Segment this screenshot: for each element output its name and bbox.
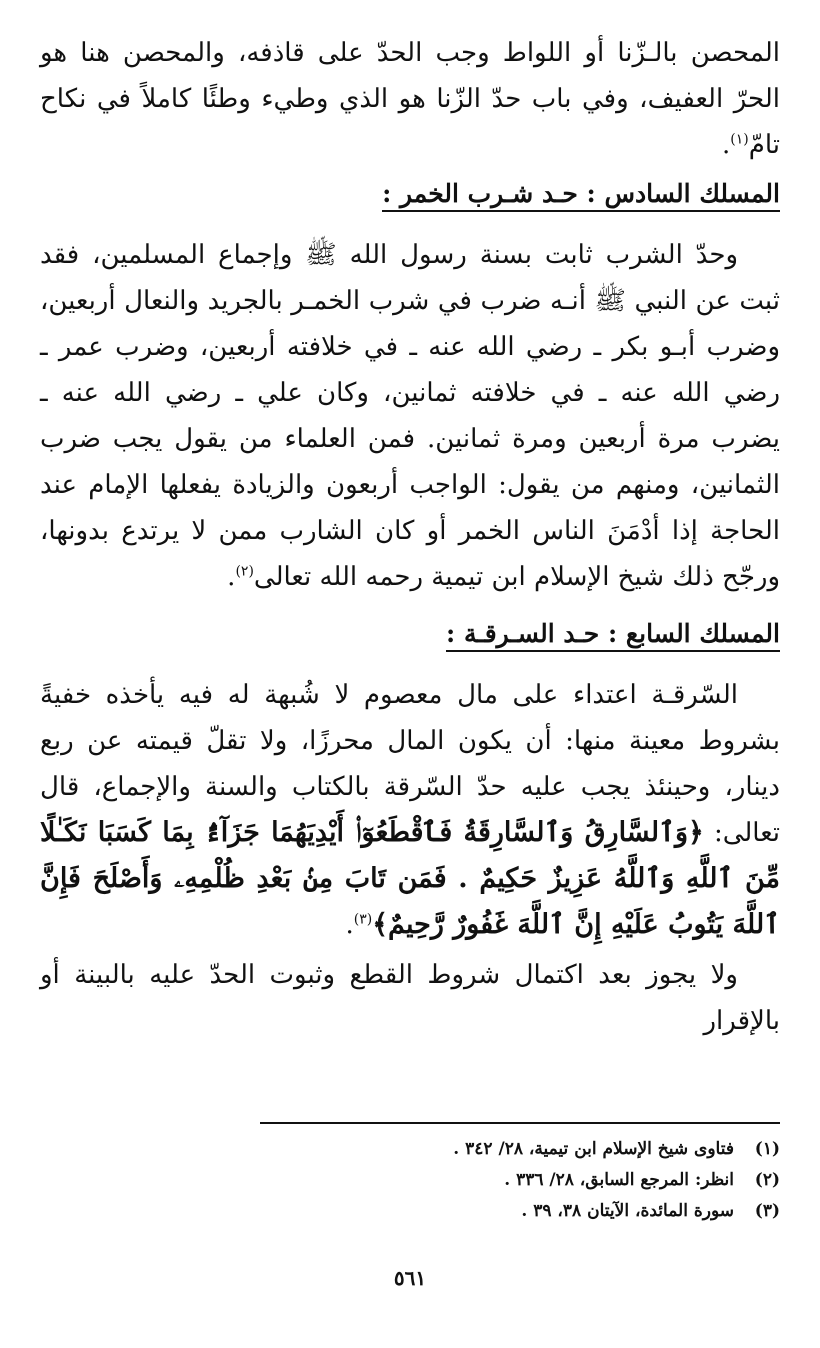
paragraph-2	[40, 232, 780, 600]
footnote-2-number: (٢)	[754, 1170, 780, 1190]
footnote-1	[40, 1134, 780, 1165]
section-heading-7	[40, 614, 780, 654]
footnote-2-text: انظر: المرجع السابق، ٢٨/ ٣٣٦ .	[504, 1170, 734, 1190]
paragraph-1-text: المحصن بالـزّنا أو اللواط وجب الحدّ على قاذفه، والمحصن هنا هو الحرّ العفيف، وفي باب حدّ الزّنا هو الذي وطيء وطئًا كاملاً في نكاح تامّ	[40, 38, 780, 160]
section-heading-7-text: المسلك السابع : حـد السـرقـة :	[446, 619, 780, 652]
paragraph-3-text: السّرقـة اعتداء على مال معصوم لا شُبهة له فيه يأخذه خفيةً بشروط معينة منها: أن يكون المال محرزًا، ولا تقلّ قيمته عن ربع دينار، وحينئذ يجب عليه حدّ السّرقة بالكتاب والسنة والإجماع، قال تعالى:	[40, 680, 781, 848]
quran-verse: ﴿وَٱلسَّارِقُ وَٱلسَّارِقَةُ فَٱقْطَعُوٓا۟ أَيْدِيَهُمَا جَزَآءًۢ بِمَا كَسَبَا نَكَـٰلًا مِّنَ ٱللَّهِ وَٱللَّهُ عَزِيزٌ حَكِيمٌ . فَمَن تَابَ مِنۢ بَعْدِ ظُلْمِهِۦ وَأَصْلَحَ فَإِنَّ ٱللَّهَ يَتُوبُ عَلَيْهِ إِنَّ ٱللَّهَ غَفُورٌ رَّحِيمٌ﴾	[40, 817, 780, 940]
footnote-ref-1[interactable]: (١)	[730, 131, 749, 148]
footnote-ref-2[interactable]: (٢)	[235, 563, 254, 580]
paragraph-1-end: .	[722, 130, 731, 160]
footnote-2	[40, 1165, 780, 1196]
paragraph-1	[40, 30, 780, 168]
paragraph-4-text: ولا يجوز بعد اكتمال شروط القطع وثبوت الحدّ عليه بالبينة أو بالإقرار	[40, 960, 780, 1036]
footnote-divider	[260, 1122, 780, 1124]
section-heading-6-text: المسلك السادس : حـد شـرب الخمر :	[382, 179, 780, 212]
paragraph-2-text: وحدّ الشرب ثابت بسنة رسول الله ﷺ وإجماع المسلمين، فقد ثبت عن النبي ﷺ أنـه ضرب في شرب الخمـر بالجريد والنعال أربعين، وضرب أبـو بكر ـ رضي الله عنه ـ في خلافته أربعين، وضرب عمر ـ رضي الله عنه ـ في خلافته ثمانين، وكان علي ـ رضي الله عنه ـ يضرب مرة أربعين ومرة ثمانين. فمن العلماء من يقول يجب ضرب الثمانين، ومنهم من يقول: الواجب أربعون والزيادة يفعلها الإمام عند الحاجة إذا أدْمَنَ الناس الخمر أو كان الشارب ممن لا يرتدع بدونها، ورجّح ذلك شيخ الإسلام ابن تيمية رحمه الله تعالى	[40, 240, 780, 592]
footnote-3	[40, 1196, 780, 1227]
footnotes	[40, 1134, 780, 1227]
page-number: ٥٦١	[393, 1266, 427, 1290]
footnote-1-text: فتاوى شيخ الإسلام ابن تيمية، ٢٨/ ٣٤٢ .	[453, 1139, 734, 1159]
paragraph-3-end: .	[345, 910, 354, 940]
paragraph-3	[40, 672, 780, 948]
footnote-ref-3[interactable]: (٣)	[353, 911, 373, 928]
footnote-1-number: (١)	[754, 1139, 780, 1159]
section-heading-6	[40, 174, 780, 214]
footnote-3-text: سورة المائدة، الآيتان ٣٨، ٣٩ .	[521, 1201, 734, 1221]
footnote-3-number: (٣)	[754, 1201, 780, 1221]
paragraph-2-end: .	[227, 562, 236, 592]
paragraph-4	[40, 952, 780, 1044]
